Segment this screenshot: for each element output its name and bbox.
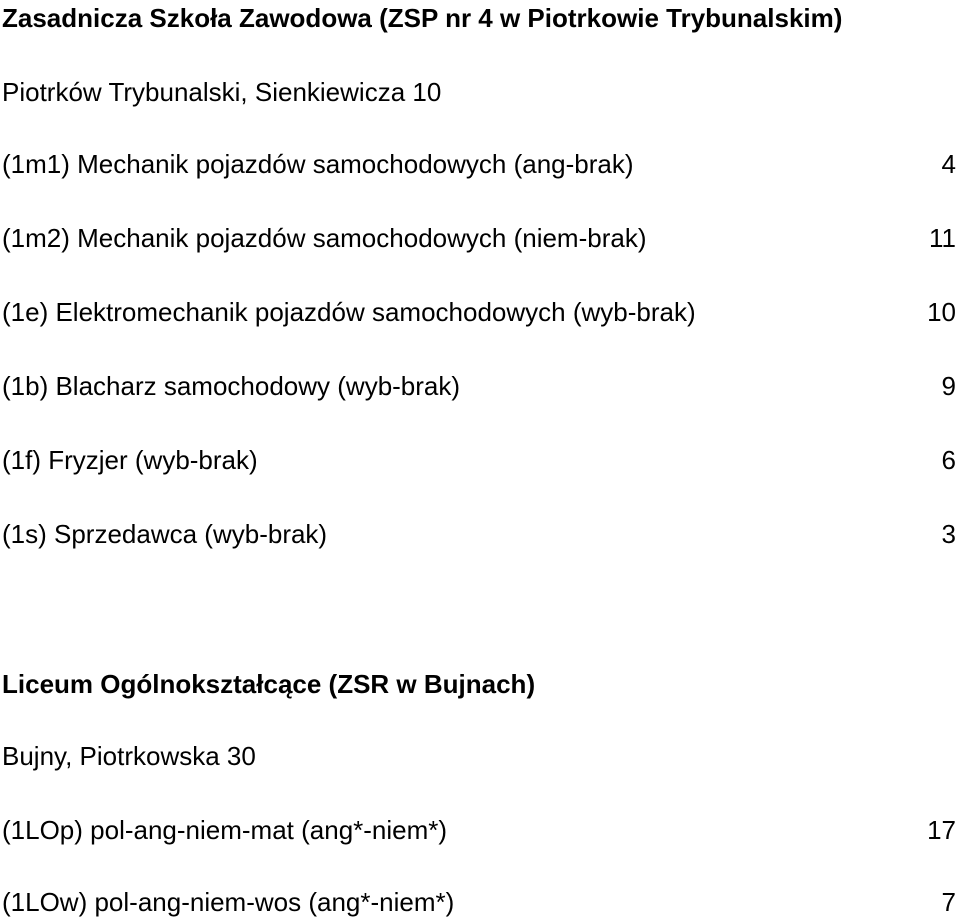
class-label: (1m1) Mechanik pojazdów samochodowych (ang-brak) [2,149,634,179]
class-row [2,147,960,181]
class-row [2,517,960,551]
class-count: 6 [941,445,956,475]
class-label: (1LOp) pol-ang-niem-mat (ang*-niem*) [2,815,448,845]
class-label: (1f) Fryzjer (wyb-brak) [2,445,258,475]
class-label: (1s) Sprzedawca (wyb-brak) [2,519,328,549]
class-row [2,295,960,329]
school-1-address: Piotrków Trybunalski, Sienkiewicza 10 [2,77,442,107]
school-2-address: Bujny, Piotrkowska 30 [2,741,256,771]
class-row [2,443,960,477]
school-1-title: Zasadnicza Szkoła Zawodowa (ZSP nr 4 w Piotrkowie Trybunalskim) [2,3,843,33]
class-count: 10 [927,297,956,327]
school-2-title: Liceum Ogólnokształcące (ZSR w Bujnach) [2,669,536,699]
class-row [2,221,960,255]
class-count: 3 [941,519,956,549]
class-count: 9 [941,371,956,401]
class-row [2,885,960,919]
class-count: 17 [927,815,956,845]
class-count: 7 [941,887,956,917]
class-count: 11 [929,223,956,253]
class-label: (1LOw) pol-ang-niem-wos (ang*-niem*) [2,887,455,917]
class-label: (1b) Blacharz samochodowy (wyb-brak) [2,371,461,401]
class-row [2,369,960,403]
class-count: 4 [941,149,956,179]
class-row [2,813,960,847]
class-label: (1e) Elektromechanik pojazdów samochodowych (wyb-brak) [2,297,696,327]
class-label: (1m2) Mechanik pojazdów samochodowych (niem-brak) [2,223,647,253]
